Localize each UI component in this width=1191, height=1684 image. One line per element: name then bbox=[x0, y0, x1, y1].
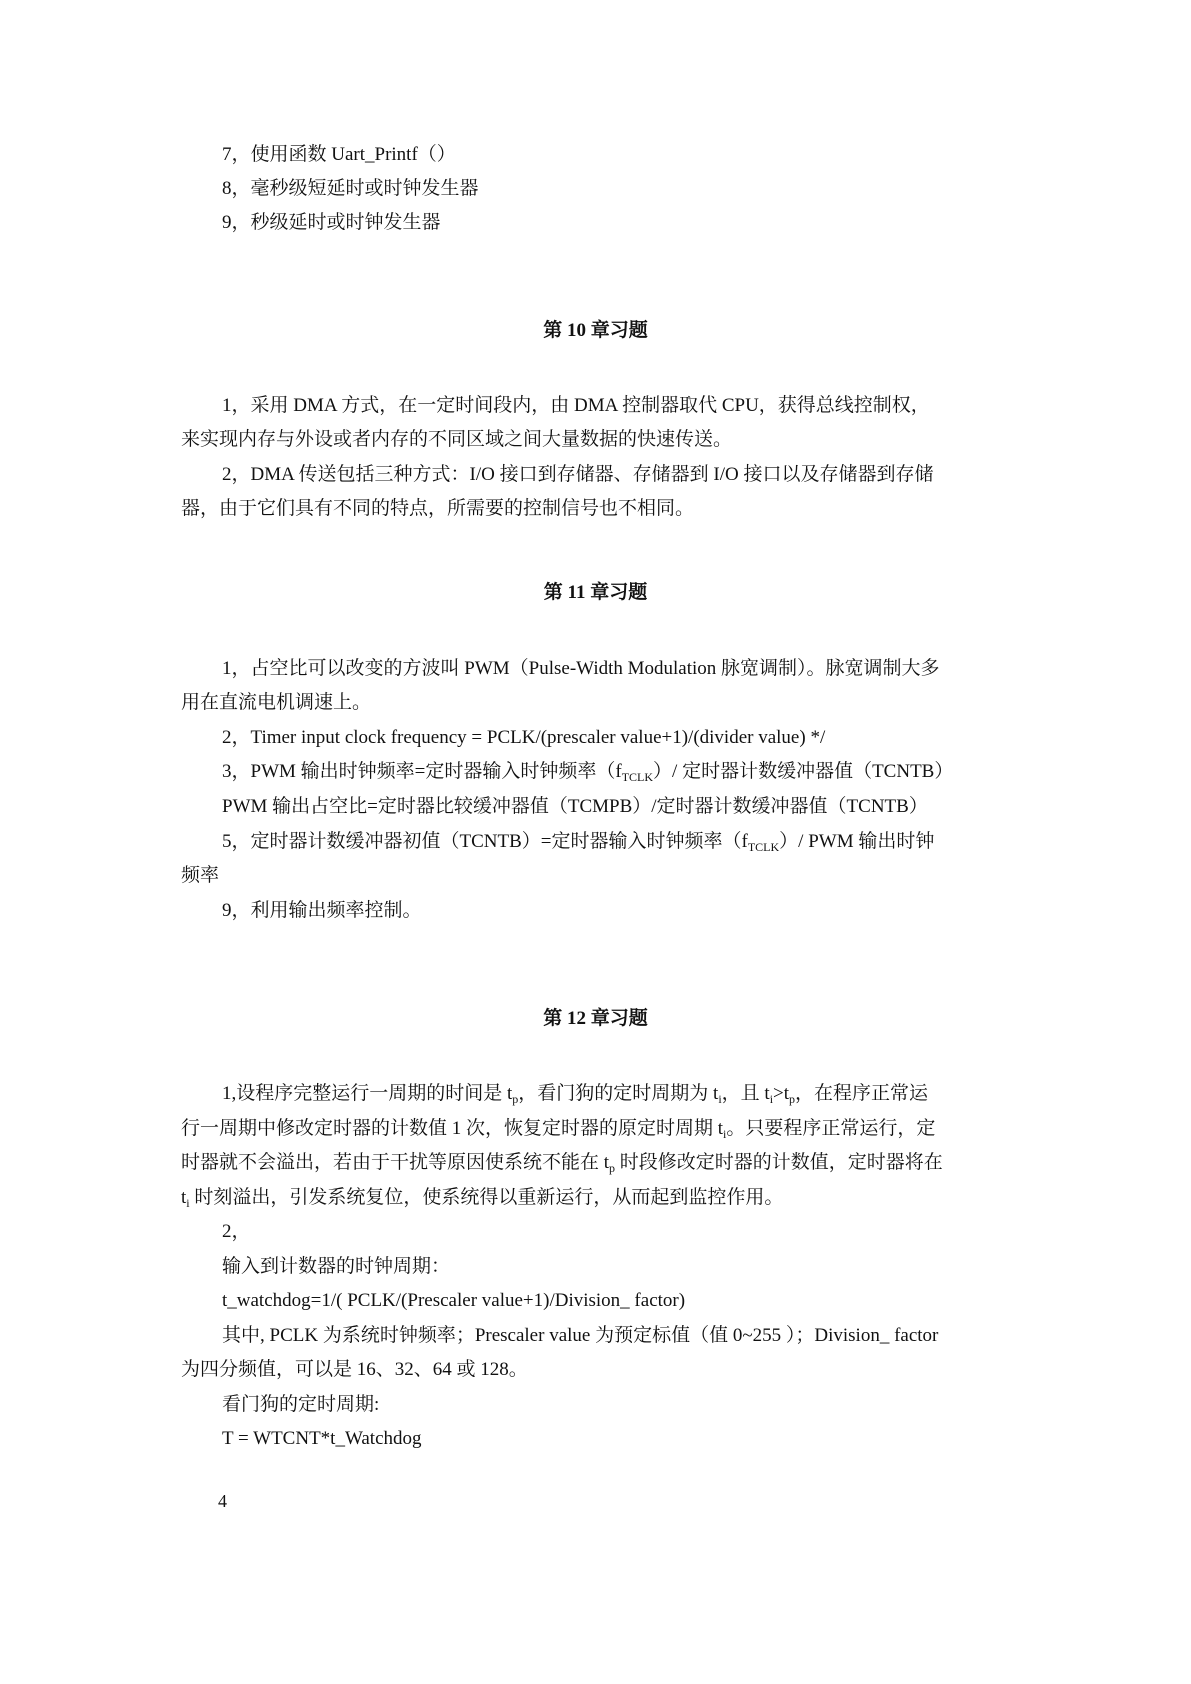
paragraph-line bbox=[222, 1081, 928, 1107]
text-run: 5，定时器计数缓冲器初值（TCNTB）=定时器输入时钟频率（f bbox=[222, 831, 748, 852]
text-run: 时刻溢出，引发系统复位，使系统得以重新运行，从而起到监控作用。 bbox=[189, 1187, 784, 1208]
paragraph-line bbox=[181, 1150, 943, 1176]
text-run: ）/ PWM 输出时钟 bbox=[779, 831, 935, 852]
text-run: 。只要程序正常运行，定 bbox=[726, 1118, 936, 1139]
paragraph-line: PWM 输出占空比=定时器比较缓冲器值（TCMPB）/定时器计数缓冲器值（TCNTB） bbox=[222, 796, 928, 817]
text-run: 时器就不会溢出，若由于干扰等原因使系统不能在 t bbox=[181, 1152, 610, 1173]
text-run: 1,设程序完整运行一周期的时间是 t bbox=[222, 1083, 513, 1104]
subscript: TCLK bbox=[621, 770, 654, 784]
text-run: ）/ 定时器计数缓冲器值（TCNTB） bbox=[653, 761, 954, 782]
list-item: 8，毫秒级短延时或时钟发生器 bbox=[222, 178, 479, 199]
paragraph-line: 2，Timer input clock frequency = PCLK/(prescaler value+1)/(divider value) */ bbox=[222, 727, 826, 748]
subscript: p bbox=[609, 1161, 616, 1175]
subscript: i bbox=[718, 1092, 722, 1106]
paragraph-line: 为四分频值，可以是 16、32、64 或 128。 bbox=[181, 1359, 528, 1380]
paragraph-line: 器，由于它们具有不同的特点，所需要的控制信号也不相同。 bbox=[181, 498, 695, 519]
subscript: TCLK bbox=[747, 840, 780, 854]
text-run: >t bbox=[773, 1083, 790, 1104]
chapter-11-heading: 第 11 章习题 bbox=[543, 582, 648, 603]
subscript: i bbox=[723, 1127, 727, 1141]
paragraph-line bbox=[181, 1185, 783, 1211]
paragraph-line: 用在直流电机调速上。 bbox=[181, 692, 372, 713]
formula-line: T = WTCNT*t_Watchdog bbox=[222, 1428, 422, 1449]
paragraph-line: 2，DMA 传送包括三种方式：I/O 接口到存储器、存储器到 I/O 接口以及存储器到存储 bbox=[222, 464, 934, 485]
paragraph-line: 看门狗的定时周期: bbox=[222, 1394, 380, 1415]
list-item: 9，秒级延时或时钟发生器 bbox=[222, 212, 441, 233]
paragraph-line: 2， bbox=[222, 1221, 251, 1242]
subscript: p bbox=[512, 1092, 519, 1106]
paragraph-line: 来实现内存与外设或者内存的不同区域之间大量数据的快速传送。 bbox=[181, 429, 733, 450]
text-run: 3，PWM 输出时钟频率=定时器输入时钟频率（f bbox=[222, 761, 622, 782]
paragraph-line bbox=[222, 759, 953, 785]
chapter-10-heading: 第 10 章习题 bbox=[543, 320, 648, 341]
paragraph-line bbox=[181, 1116, 935, 1142]
subscript: i bbox=[186, 1196, 190, 1210]
paragraph-line: 1，占空比可以改变的方波叫 PWM（Pulse-Width Modulation 脉宽调制）。脉宽调制大多 bbox=[222, 658, 940, 679]
paragraph-line: 频率 bbox=[181, 865, 220, 886]
formula-line: t_watchdog=1/( PCLK/(Prescaler value+1)/Division_ factor) bbox=[222, 1290, 686, 1311]
list-item: 7，使用函数 Uart_Printf（） bbox=[222, 144, 456, 165]
paragraph-line: 其中, PCLK 为系统时钟频率；Prescaler value 为预定标值（值 0~255 ）；Division_ factor bbox=[222, 1325, 939, 1346]
paragraph-line: 9，利用输出频率控制。 bbox=[222, 900, 422, 921]
text-run: 行一周期中修改定时器的计数值 1 次，恢复定时器的原定时周期 t bbox=[181, 1118, 724, 1139]
text-run: ，看门狗的定时周期为 t bbox=[518, 1083, 719, 1104]
paragraph-line: 1，采用 DMA 方式，在一定时间段内，由 DMA 控制器取代 CPU，获得总线控制权， bbox=[222, 395, 930, 416]
subscript: p bbox=[789, 1092, 796, 1106]
text-run: ，在程序正常运 bbox=[795, 1083, 929, 1104]
subscript: i bbox=[769, 1092, 774, 1106]
chapter-12-heading: 第 12 章习题 bbox=[543, 1008, 648, 1029]
text-run: 时段修改定时器的计数值，定时器将在 bbox=[615, 1152, 943, 1173]
paragraph-line bbox=[222, 829, 934, 855]
text-run: t bbox=[181, 1187, 187, 1208]
paragraph-line: 输入到计数器的时钟周期： bbox=[222, 1256, 451, 1277]
page-number: 4 bbox=[218, 1491, 227, 1511]
text-run: ，且 t bbox=[721, 1083, 770, 1104]
